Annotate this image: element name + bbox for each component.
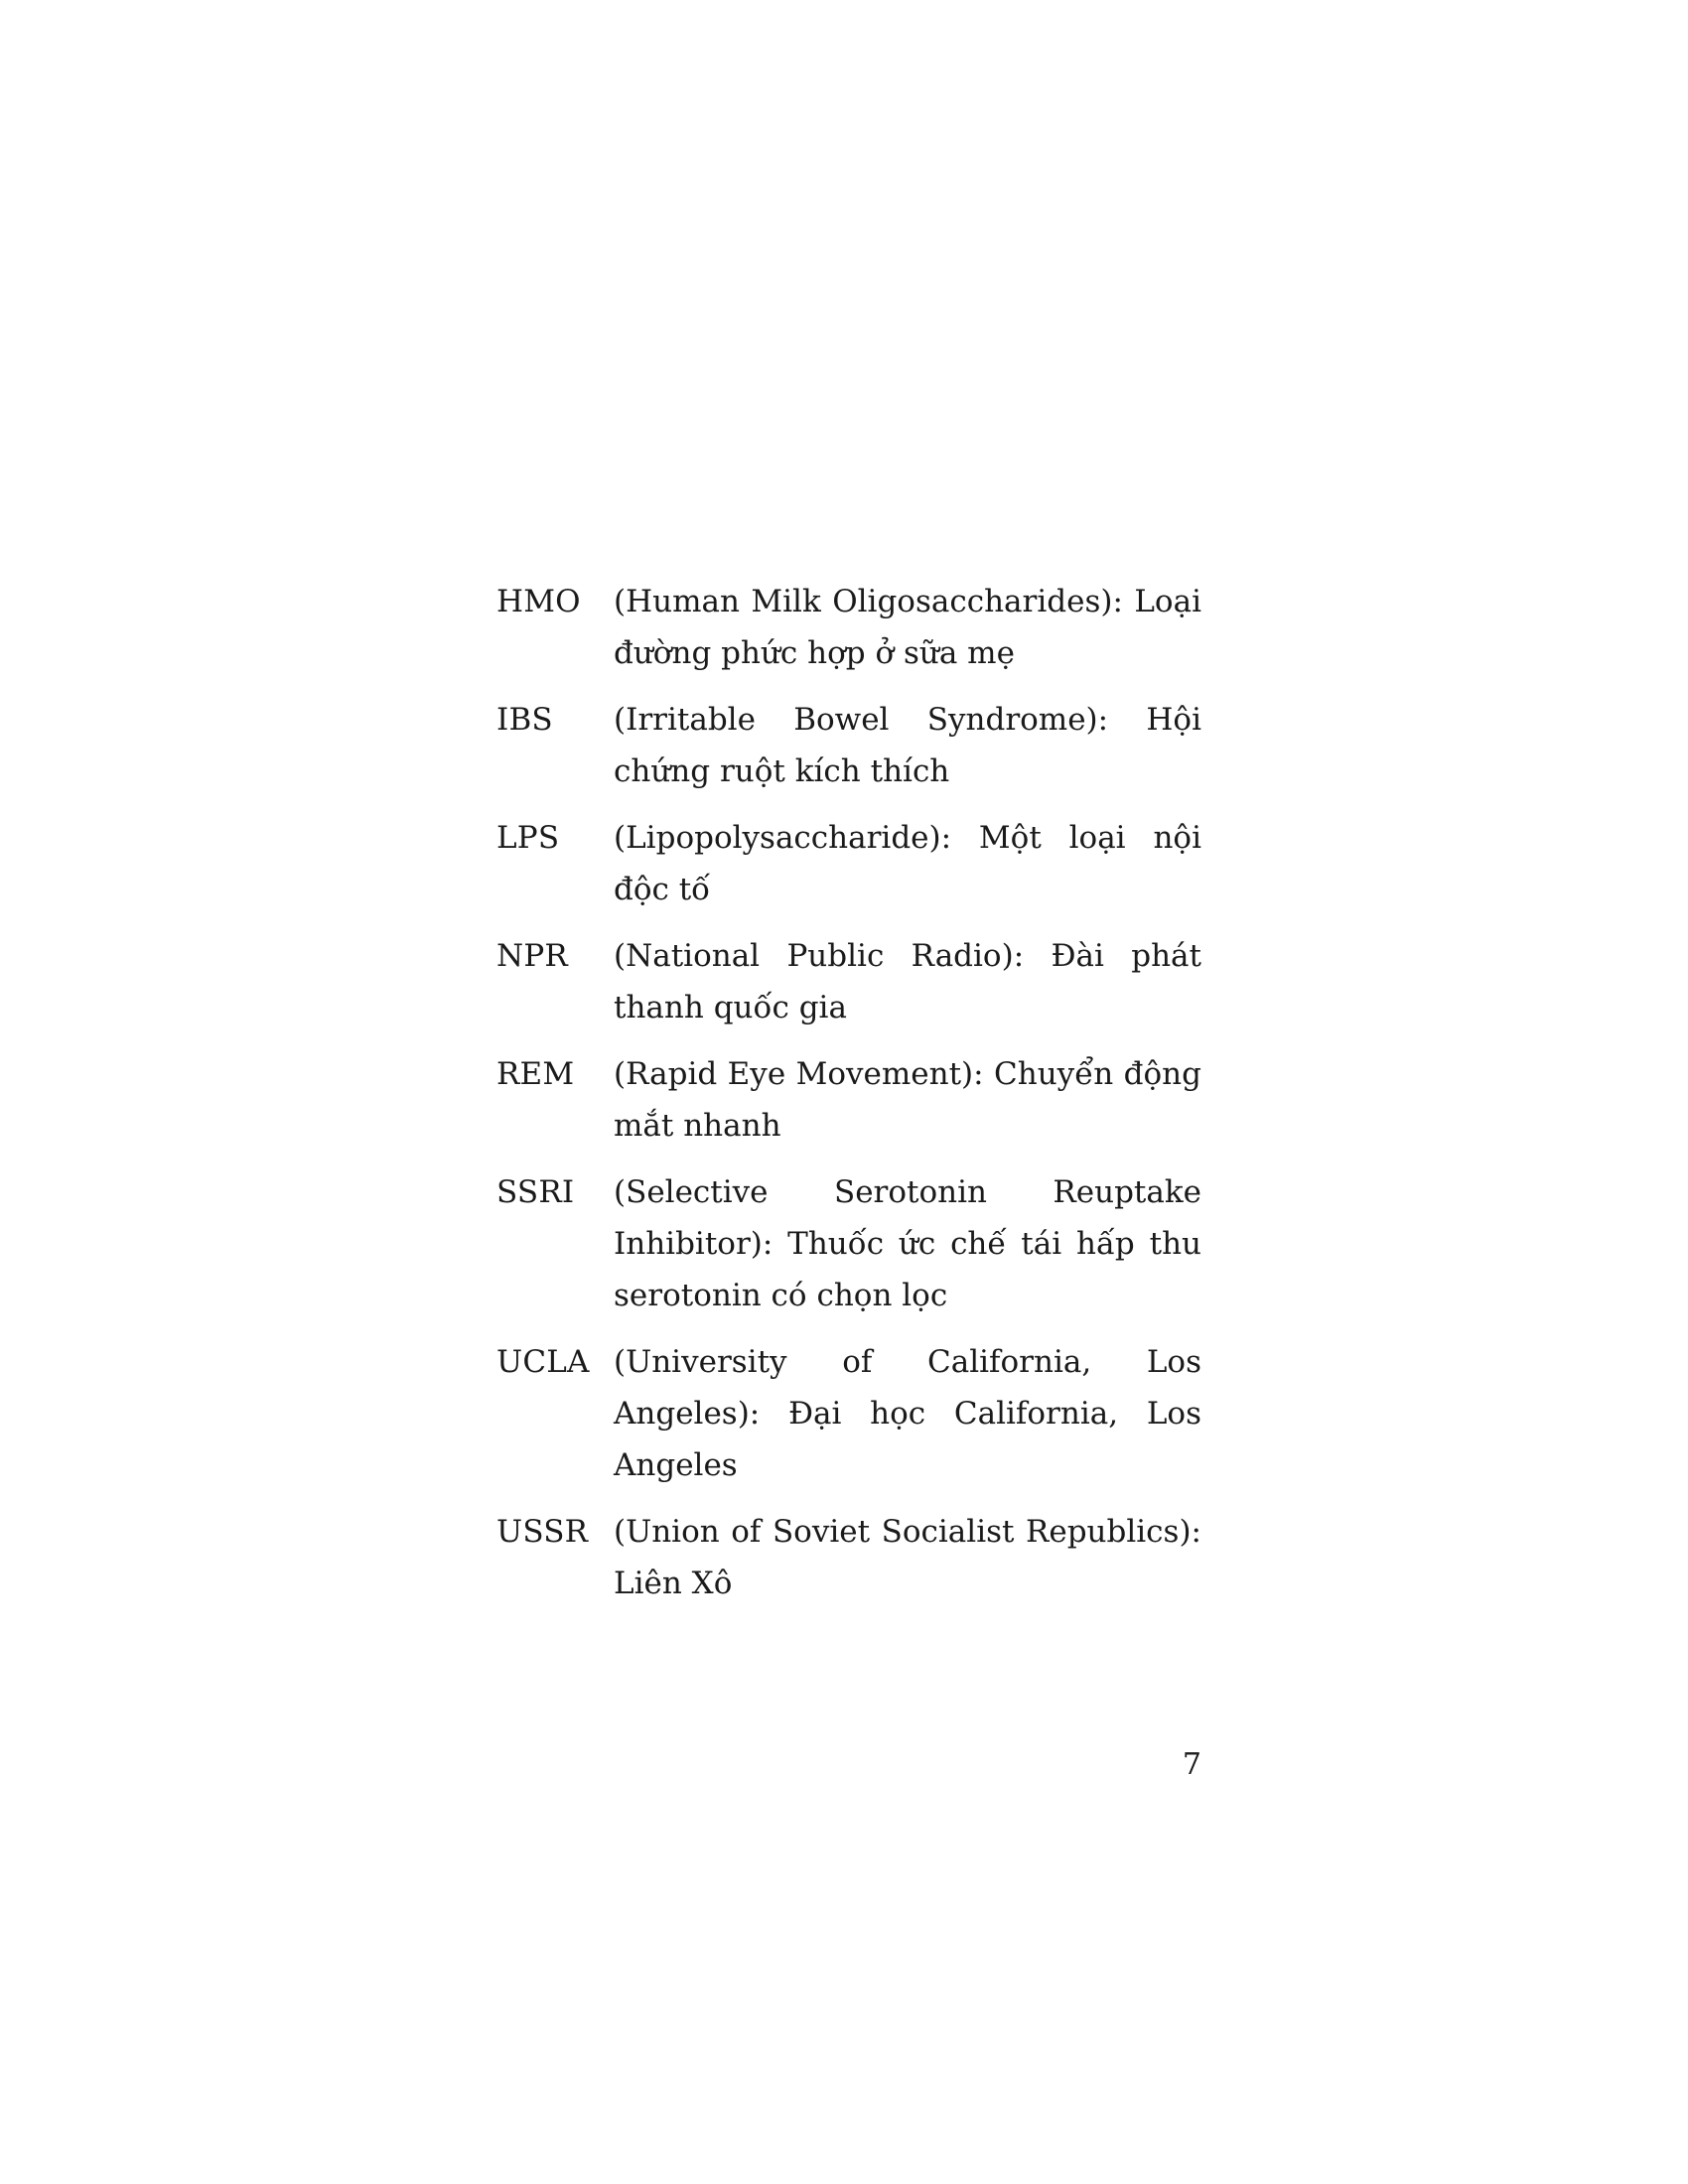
abbreviation-term: NPR [496,938,568,974]
glossary-entry-rem [496,1048,1201,1152]
page-number: 7 [1182,1747,1201,1782]
abbreviation-term: USSR [496,1514,589,1550]
definition-line: chọn lọc [816,1278,948,1313]
abbreviation-term: LPS [496,820,560,856]
definition-line: (Lipopolysaccharide): Một loại nội độc tố [614,820,1201,907]
definition-line: quốc gia [713,990,847,1025]
definition-line: (University of California, Los Angeles): [614,1344,1201,1432]
abbreviation-definition [614,576,1201,679]
definition-line: Đại học California, Los Angeles [614,1396,1201,1483]
definition-line: (Rapid Eye Movement): Chuyển động [614,1056,1201,1092]
abbreviation-definition [614,1506,1201,1609]
definition-line: (National Public Radio): Đài phát thanh [614,938,1201,1025]
glossary-entry-npr [496,930,1201,1033]
definition-line: (Human Milk Oligosaccharides): Loại [614,584,1201,619]
definition-line: (Irritable Bowel Syndrome): Hội chứng [614,702,1201,789]
abbreviation-definition [614,930,1201,1033]
glossary-entry-ibs [496,694,1201,797]
glossary-entry-lps [496,812,1201,915]
abbreviation-term: REM [496,1056,575,1092]
abbreviation-term: SSRI [496,1174,575,1210]
abbreviation-term: UCLA [496,1344,590,1380]
definition-line: (Union of Soviet Socialist Republics): [614,1514,1201,1550]
abbreviation-definition [614,694,1201,797]
abbreviation-term: HMO [496,584,581,619]
abbreviation-term: IBS [496,702,553,738]
definition-line: Liên Xô [614,1566,733,1601]
definition-line: ruột kích thích [719,753,950,789]
definition-line: Thuốc ức chế tái hấp thu serotonin có [614,1226,1201,1313]
abbreviation-definition [614,1336,1201,1491]
glossary-entry-hmo [496,576,1201,679]
definition-line: mắt nhanh [614,1108,781,1144]
glossary-entry-ussr [496,1506,1201,1609]
glossary-entry-ucla [496,1336,1201,1491]
definition-line: (Selective Serotonin Reuptake Inhibitor): [614,1174,1201,1262]
definition-line: đường phức hợp ở sữa mẹ [614,635,1015,671]
glossary-entry-ssri [496,1166,1201,1321]
abbreviation-definition [614,1166,1201,1321]
abbreviation-definition [614,812,1201,915]
abbreviation-glossary [496,576,1201,1624]
abbreviation-definition [614,1048,1201,1152]
